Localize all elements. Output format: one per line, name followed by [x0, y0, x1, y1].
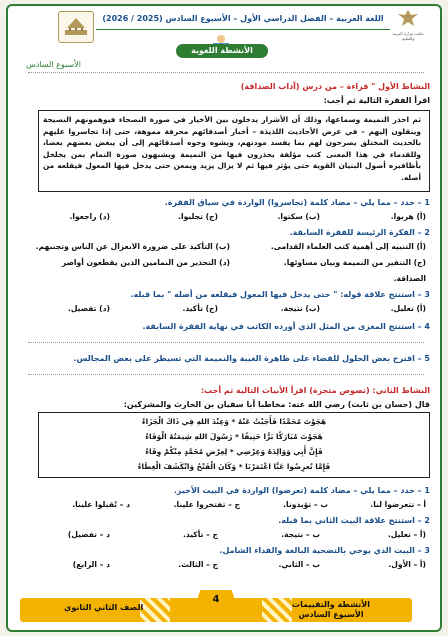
- week-label: الأسبوع السادس: [26, 60, 81, 69]
- a1-q3-option-a: (أ) تعليل.: [390, 304, 426, 313]
- a2-q2-option-d: د – تفصيل): [67, 530, 110, 539]
- footer-subject-line1: الأنشطة والتقييمات: [292, 600, 370, 609]
- a1-q3-option-c: (ج) تأكيد.: [182, 304, 218, 313]
- a1-q3-option-b: (ب) نتيجة.: [280, 304, 320, 313]
- eagle-emblem-icon: [397, 9, 419, 27]
- a1-q2-option-d: (د) التحذير من النمامين الذين يقطعون أواصر: [61, 258, 230, 267]
- a2-q3-option-b: ب – الثاني.: [278, 560, 320, 569]
- worksheet-page: [6, 4, 442, 632]
- a1-question-3: 3 – استنتج علاقة قوله: " حتى يدخل فيها المعول فيقلعه من أصله " بما قبله.: [130, 290, 430, 299]
- activity1-title: النشاط الأول " قراءة – من درس (آداب الصداقة): [240, 82, 430, 91]
- a1-question-4: 4 – استنتج المغزى من المثل الذي أورده الكاتب في نهاية الفقرة السابقة.: [142, 322, 430, 331]
- section-divider: [28, 72, 424, 73]
- school-seal-logo: [58, 11, 94, 43]
- a2-question-3: 3 – البيت الذي يوحي بالتضحية البالغة والفداء الشامل.: [219, 546, 430, 555]
- ministry-logo: [386, 9, 430, 43]
- poem-box: [38, 412, 430, 478]
- activities-banner: [168, 34, 278, 58]
- a2-q2-option-c: ج – تأكيد.: [182, 530, 218, 539]
- a2-q2-option-b: ب – نتيجة.: [281, 530, 320, 539]
- poem-verse-1: هَجَوْتَ مُحَمَّدًا فَأَجَبْتُ عَنْهُ * وَعِنْدَ اللهِ فِي ذَاكَ الْجَزَاءُ: [141, 417, 327, 426]
- ministry-caption: مكتب وزارة التربية والتعليم: [392, 31, 424, 41]
- a1-q2-option-b: (ب) التأكيد على ضرورة الانعزال عن الناس وتجنبهم.: [35, 242, 230, 251]
- poem-verse-3: فَإِنَّ أَبِي وَوَالِدَهُ وَعِرْضِي * لِعِرْضِ مُحَمَّدٍ مِنْكُمْ وِقَاءُ: [145, 447, 323, 456]
- footer-subject-label: [292, 600, 370, 620]
- activity1-instruction: اقرأ الفقرة التالية ثم أجب:: [323, 96, 430, 105]
- footer-subject-line2: الأسبوع السادس: [298, 610, 364, 619]
- a1-q1-option-a: (أ) هربوا.: [390, 212, 426, 221]
- poem-verse-2: هَجَوْتَ مُبَارَكًا بَرًّا حَنِيفًا * رَسُولَ اللهِ شِيمَتُهُ الْوَفَاءُ: [145, 432, 323, 441]
- poem-verse-4: فَإِمَّا تُعرِضُوا عَنَّا اعْتَمَرْنَا * وَكَانَ الْفَتْحُ وَانْكَشَفَ الْغِطَاءُ: [137, 462, 331, 471]
- a2-q1-option-c: ج – تفتخروا علينا.: [173, 500, 240, 509]
- a1-q1-option-d: (د) راجعوا.: [69, 212, 110, 221]
- a1-q2-option-a: (أ) التنبيه إلى أهمية كتب العلماء القدامى.: [270, 242, 426, 251]
- a2-question-1: 1 – حدد – مما يلي – مضاد كلمة (تعرضوا) الواردة في البيت الأخير.: [173, 486, 430, 495]
- answer-line[interactable]: [28, 374, 424, 375]
- a1-q1-option-b: (ب) سكتوا.: [277, 212, 320, 221]
- a2-q3-option-c: ج – الثالث.: [178, 560, 218, 569]
- a2-q3-option-a: (أ – الأول.: [388, 560, 426, 569]
- a1-question-2: 2 – الفكرة الرئيسة للفقرة السابقة.: [289, 228, 430, 237]
- banner-label: الأنشطة اللغوية: [191, 46, 253, 55]
- a1-question-1: 1 – حدد – مما يلي – مضاد كلمة (تجاسروا) الواردة في سياق الفقرة.: [164, 198, 430, 207]
- activity2-title: النشاط الثاني: (نصوص متجزة) اقرأ الأبيات التالية ثم أجب:: [200, 386, 430, 395]
- a2-q1-option-b: ب – تؤيدونا.: [283, 500, 328, 509]
- header-divider: [96, 29, 390, 30]
- a1-q2-continuation: الصداقة.: [393, 274, 426, 283]
- a2-q2-option-a: (أ – تعليل.: [387, 530, 426, 539]
- a1-q1-option-c: (ج) تجلبوا.: [178, 212, 218, 221]
- answer-line[interactable]: [28, 342, 424, 343]
- footer-stripe-decor: [262, 598, 292, 622]
- activity2-intro: قال (حسان بن ثابت) رضي الله عنه: مخاطبا أبا سفيان بن الحارث والمشركين:: [123, 400, 430, 409]
- a2-q1-option-d: د – تُقبلوا علينا.: [72, 500, 130, 509]
- page-footer: [20, 590, 412, 624]
- footer-grade-label: الصف الثاني الثانوي: [64, 603, 144, 612]
- a2-question-2: 2 – استنتج علاقة البيت الثاني بما قبله.: [278, 516, 430, 525]
- a1-question-5: 5 – اقترح بعض الحلول للقضاء على ظاهرة الغيبة والنميمة التي تسيطر على بعض المجالس.: [73, 354, 430, 363]
- footer-stripe-decor: [140, 598, 170, 622]
- passage-box: [38, 110, 430, 192]
- header-title: اللغة العربية – الفصل الدراسي الأول – الأسبوع السادس (2025 / 2026): [102, 14, 384, 23]
- a2-q3-option-d: د – الرابع): [72, 560, 110, 569]
- passage-text: ثم احذر النميمة وسماعها، وذلك أن الأشرار يدخلون بين الأخيار في صورة النصحاء فيوهمونهم النصيحة وينقلون إليهم – في عرض الأحاديث اللذيذة – أخبار أصدقائهم محرفة مموهة، حتى إذا تجاسروا عليهم بالحديث المختلق يصرحون لهم بما يفسد مودتهم، ويشوه وجوه أصدقائهم إلى أن يبغض بعضهم بعضا، وللقدماء في هذا المعنى كتب مؤلفة يحذرون فيها من النميمة ويشبهون صورة النمام بمن يخلخل بأظافيره أصول البنيان القوية حتى يؤثر فيها ثم لا يزال يزيد ويمعن حتى يدخل فيها المعول فيقلعه من أصله.: [43, 115, 421, 182]
- a1-q2-option-c: (ج) التنفير من النميمة وبيان مساوئها.: [283, 258, 426, 267]
- page-number: 4: [212, 594, 220, 605]
- a1-q3-option-d: (د) تفصيل.: [67, 304, 110, 313]
- a2-q1-option-a: أ – تتعرضوا لنا.: [370, 500, 426, 509]
